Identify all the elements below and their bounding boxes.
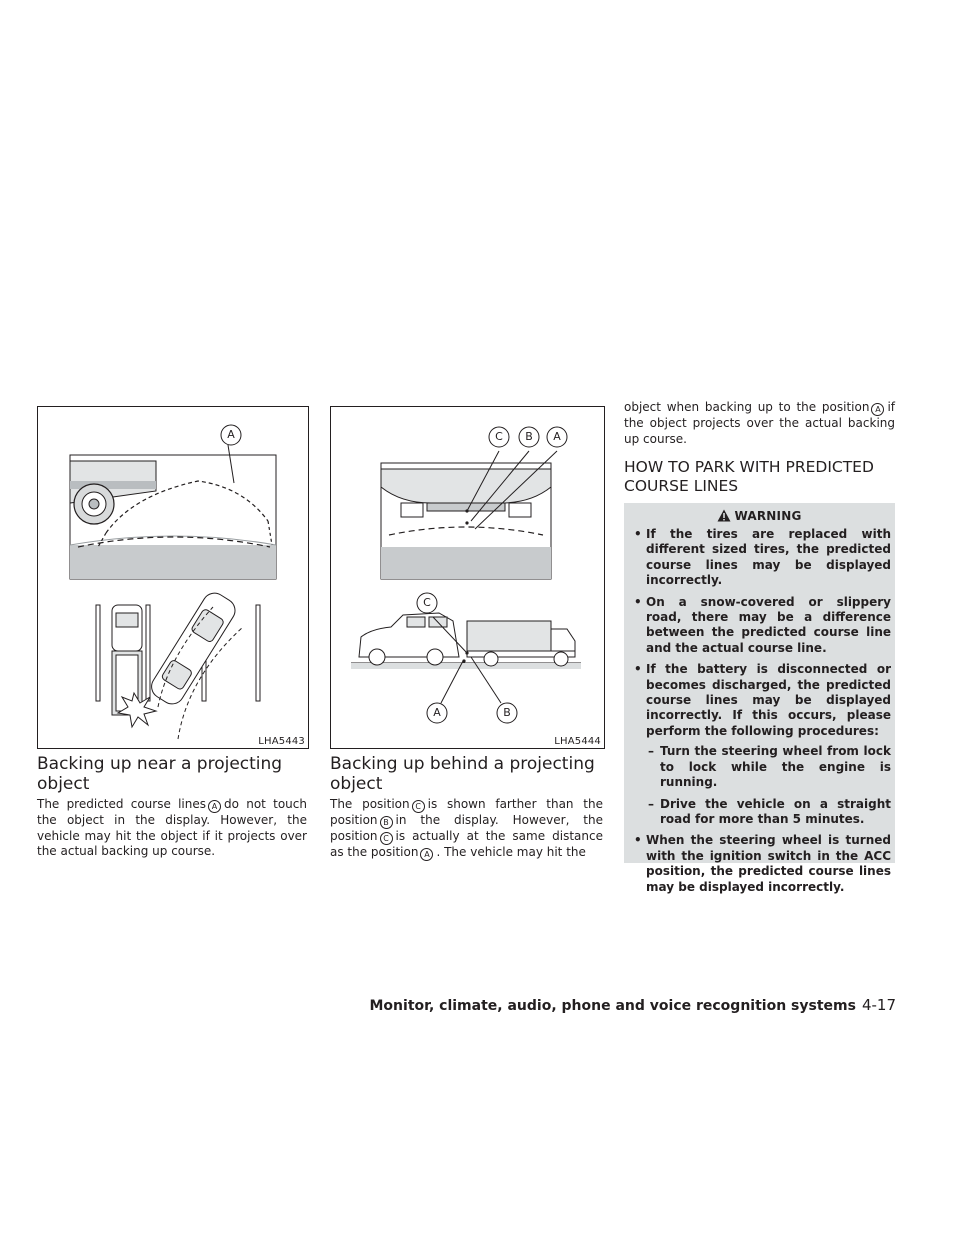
section-title-near-object: Backing up near a projecting object — [37, 754, 283, 794]
callout-ref-a: A — [420, 848, 433, 861]
section-body-behind-object: The position C is shown farther than the position B in the display. However, the position C is actually at the same distance as the position A . The vehicle may hit the — [330, 797, 603, 859]
warning-subitem: – Turn the steering wheel from lock to lock while the engine is running. — [646, 744, 891, 790]
continued-body-text: object when backing up to the position A if the object projects over the actual backing up course. — [624, 400, 895, 446]
section-heading-predicted-course-lines: HOW TO PARK WITH PREDICTED COURSE LINES — [624, 458, 874, 495]
callout-letter-c-top: C — [495, 430, 503, 443]
figure-backing-behind-object — [330, 406, 605, 749]
warning-item: • If the tires are replaced with different sized tires, the predicted course lines may be displayed incorrectly. — [632, 527, 891, 589]
warning-title: WARNING — [734, 509, 802, 523]
warning-box — [624, 503, 895, 894]
callout-letter-c-scene: C — [423, 596, 431, 609]
section-body-near-object: The predicted course lines A do not touch the object in the display. However, the vehicle may hit the object if it projects over the actual backing up course. — [37, 797, 307, 858]
page-number: 4-17 — [861, 996, 896, 1014]
figure-backing-near-object — [37, 406, 309, 749]
warning-triangle-icon — [717, 509, 731, 525]
illustration-camera-view-and-parking — [38, 407, 308, 748]
figure-code: LHA5443 — [258, 736, 305, 747]
callout-ref-a: A — [208, 800, 221, 813]
callout-letter-a-top: A — [553, 430, 561, 443]
page-footer — [370, 996, 897, 1014]
callout-letter-b-top: B — [525, 430, 533, 443]
callout-letter-a-scene: A — [433, 706, 441, 719]
warning-subitem: – Drive the vehicle on a straight road for more than 5 minutes. — [646, 797, 891, 828]
callout-ref-b: B — [380, 816, 393, 829]
callout-letter-a: A — [227, 428, 235, 441]
callout-ref-c: C — [412, 800, 425, 813]
warning-item: • On a snow-covered or slippery road, there may be a difference between the predicted course line and the actual course line. — [632, 595, 891, 657]
warning-item: • If the battery is disconnected or becomes discharged, the predicted course lines may be displayed incorrectly. If this occurs, please perform the following procedures: – Turn the steering wheel from lock to lock while the engine is running. – Drive the vehicle on a straight road for more than 5 minutes. — [632, 662, 891, 827]
section-title-behind-object: Backing up behind a projecting object — [330, 754, 595, 794]
footer-chapter-title: Monitor, climate, audio, phone and voice recognition systems — [369, 998, 856, 1014]
warning-list — [632, 527, 891, 901]
callout-letter-b-scene: B — [503, 706, 511, 719]
warning-item: • When the steering wheel is turned with the ignition switch in the ACC position, the predicted course lines may be displayed incorrectly. — [632, 833, 891, 895]
warning-header — [624, 509, 895, 525]
callout-ref-a: A — [871, 403, 884, 416]
illustration-camera-view-and-truck — [331, 407, 604, 748]
warning-sublist — [646, 744, 891, 827]
figure-code: LHA5444 — [554, 736, 601, 747]
callout-ref-c: C — [380, 832, 393, 845]
